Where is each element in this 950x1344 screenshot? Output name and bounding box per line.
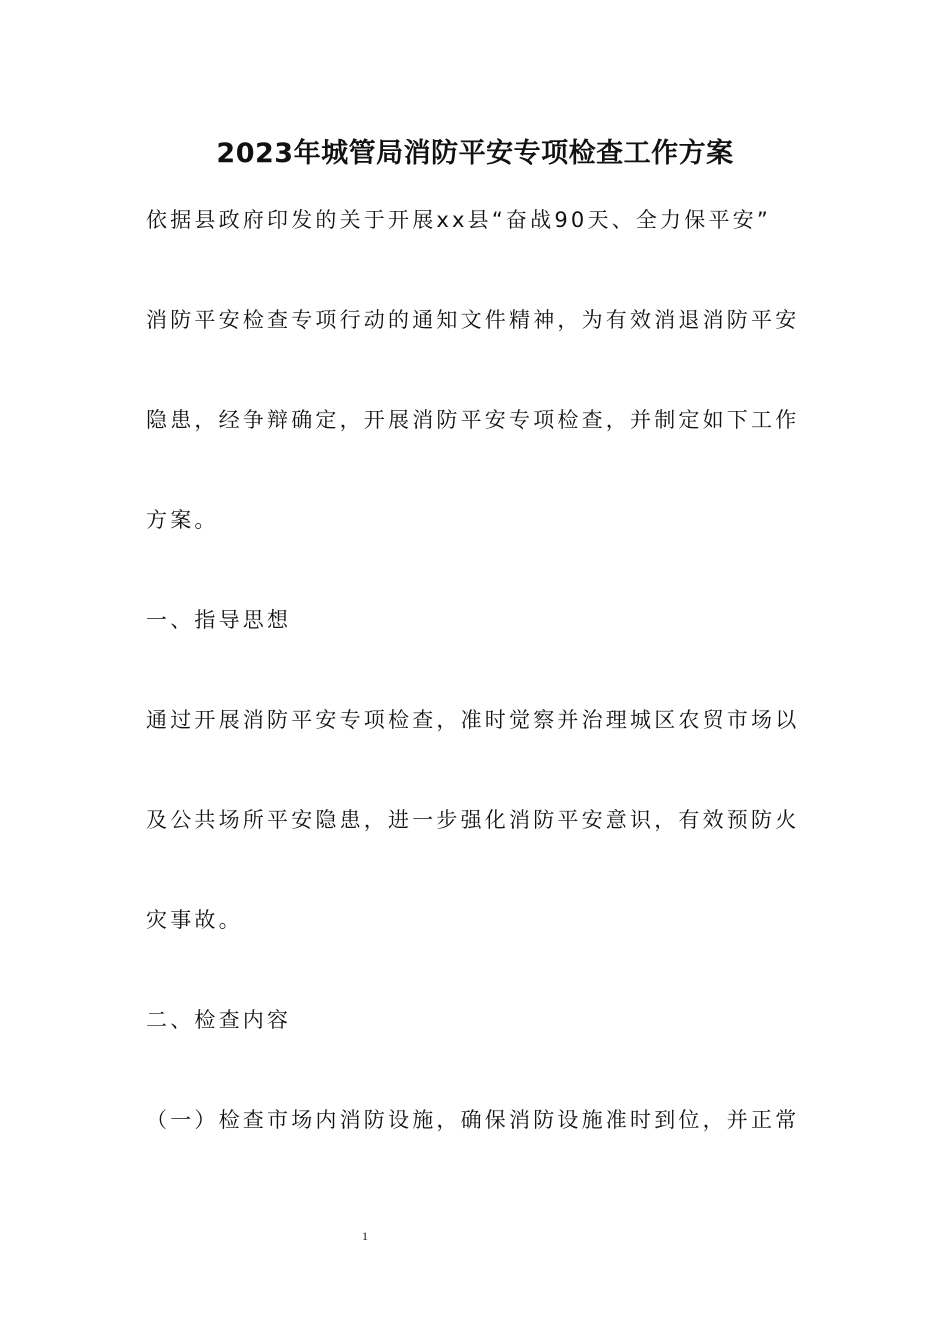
body-line-1: 依据县政府印发的关于开展xx县“奋战90天、全力保平安” — [146, 208, 771, 232]
body-line-2: 消防平安检查专项行动的通知文件精神，为有效消退消防平安 — [146, 308, 800, 332]
body-line-6: 及公共场所平安隐患，进一步强化消防平安意识，有效预防火 — [146, 808, 800, 832]
section-heading-1: 一、指导思想 — [146, 608, 292, 632]
body-line-8: （一）检查市场内消防设施，确保消防设施准时到位，并正常 — [146, 1108, 800, 1132]
section-heading-2: 二、检查内容 — [146, 1008, 292, 1032]
body-line-7: 灾事故。 — [146, 908, 243, 932]
page-number: 1 — [362, 1229, 368, 1243]
document-title: 2023年城管局消防平安专项检查工作方案 — [216, 138, 734, 169]
body-line-3: 隐患，经争辩确定，开展消防平安专项检查，并制定如下工作 — [146, 408, 800, 432]
body-line-5: 通过开展消防平安专项检查，准时觉察并治理城区农贸市场以 — [146, 708, 800, 732]
body-line-4: 方案。 — [146, 508, 219, 532]
